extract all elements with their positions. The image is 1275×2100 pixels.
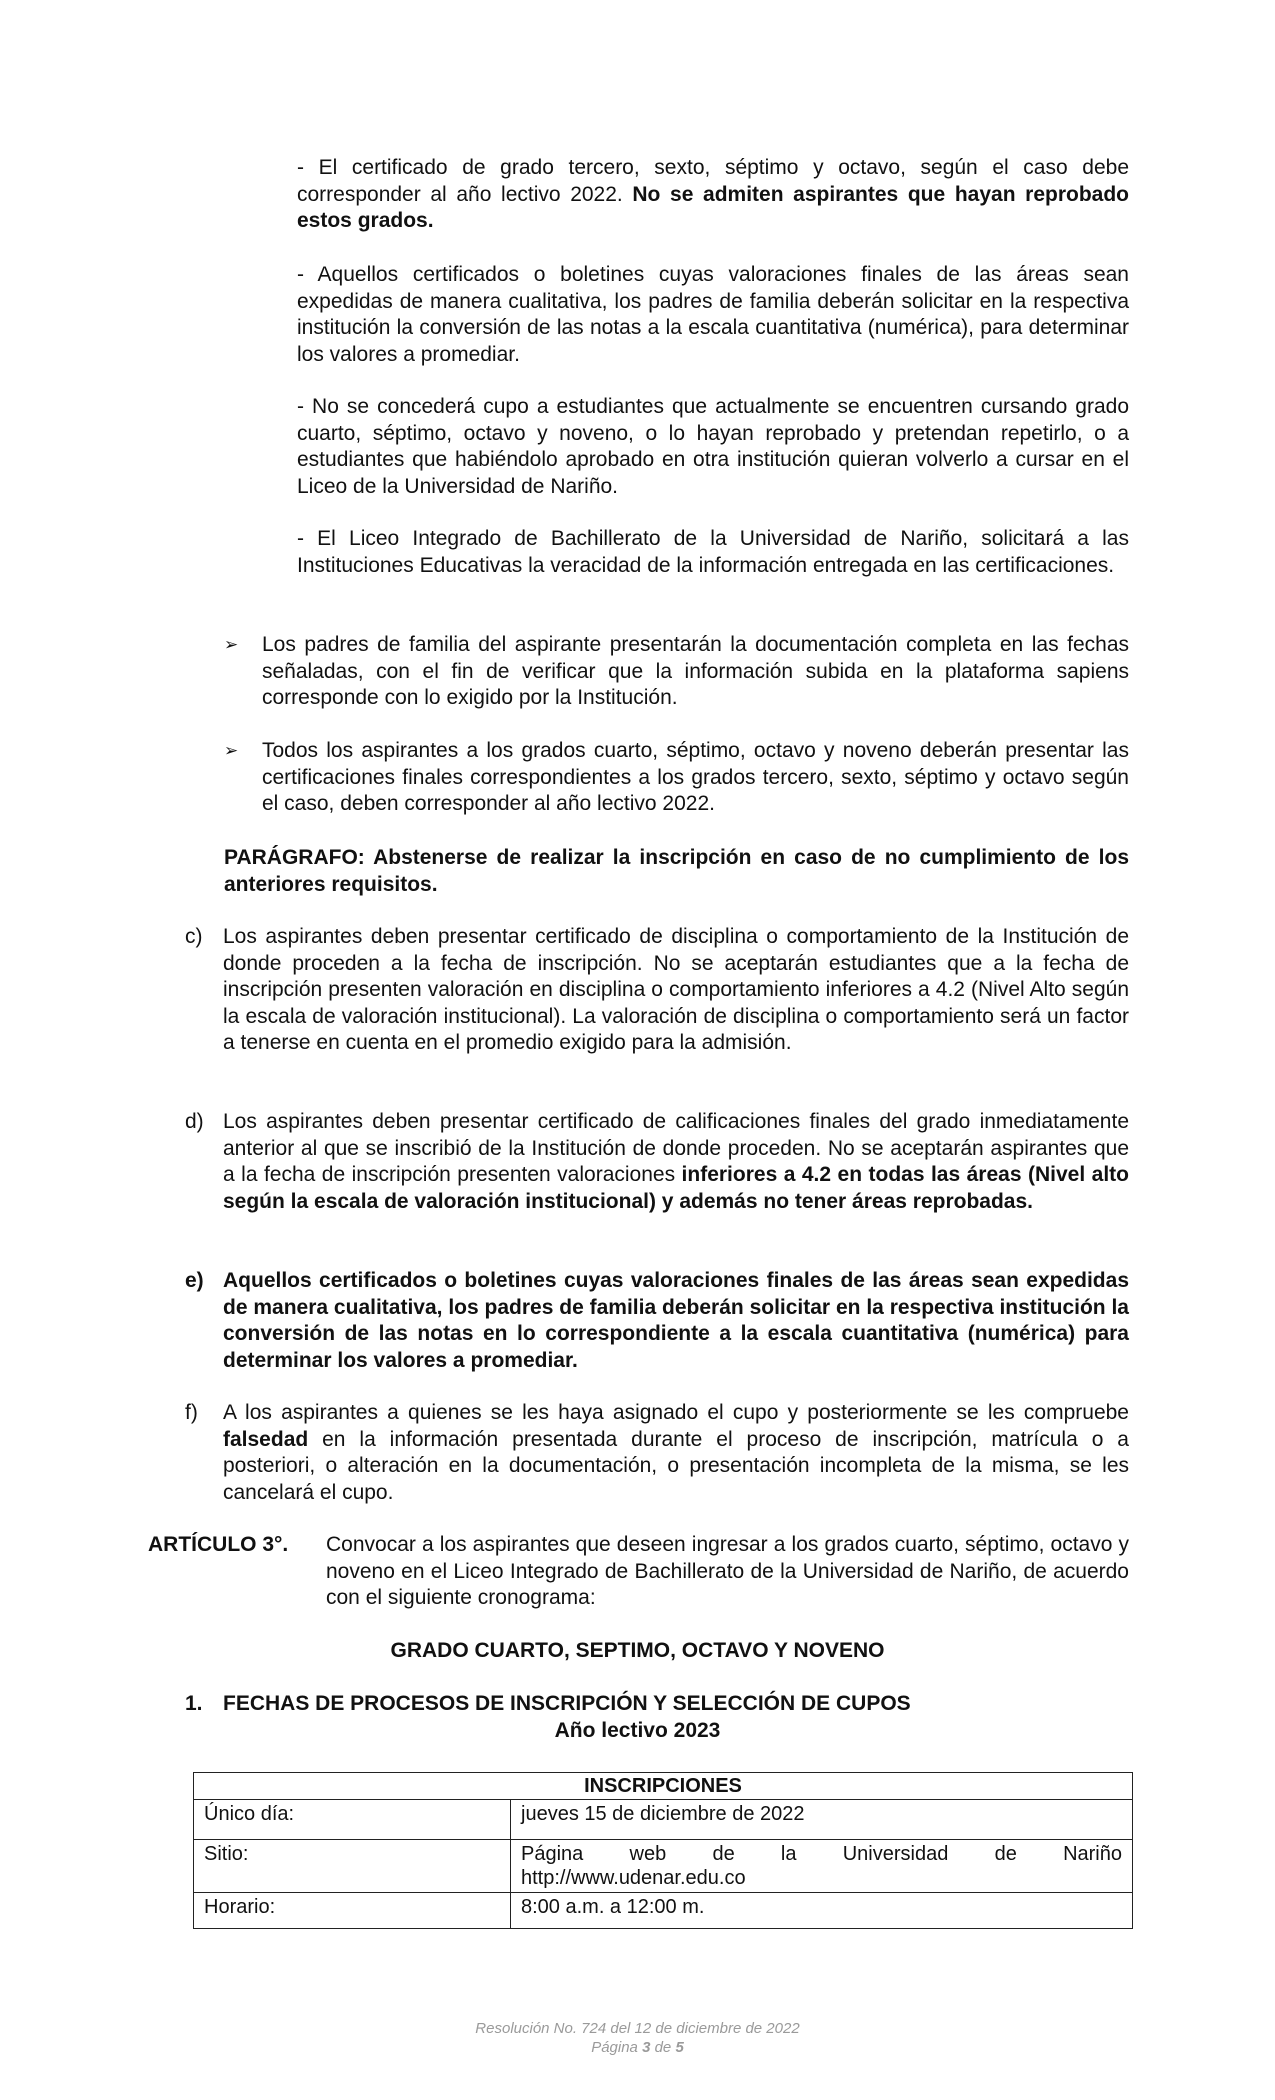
bullet-item-certifications [224, 738, 1129, 818]
footer-resolution: Resolución No. 724 del 12 de diciembre de 2022 [475, 2020, 800, 2037]
table-cell-value [511, 1840, 1133, 1893]
section-number: 1. [185, 1692, 203, 1715]
sub-item-text: - No se concederá cupo a estudiantes que actualmente se encuentren cursando grado cuarto, séptimo, octavo y noveno, o lo hayan reprobado y pretendan repetirlo, o a estudiantes que habiéndolo aprobado en otra institución quieran volverlo a cursar en el Liceo de la Universidad de Nariño. [297, 395, 1129, 498]
table-cell-value: jueves 15 de diciembre de 2022 [511, 1800, 1133, 1840]
table-cell-label: Único día: [194, 1800, 511, 1840]
articulo-3 [148, 1532, 1129, 1612]
item-text [223, 1400, 1129, 1506]
bullet-text: Los padres de familia del aspirante presentarán la documentación completa en las fechas señaladas, con el fin de verificar que la información subida en la plataforma sapiens corresponde con lo exigido por la Institución. [262, 633, 1129, 709]
articulo-label: ARTÍCULO 3°. [148, 1533, 289, 1556]
item-label: f) [185, 1401, 198, 1424]
item-label: d) [185, 1110, 204, 1133]
item-e-qualitative [185, 1268, 1129, 1378]
table-header-row [194, 1773, 1133, 1800]
bullet-text: Todos los aspirantes a los grados cuarto, séptimo, octavo y noveno deberán presentar las certificaciones finales correspondientes a los grados tercero, sexto, séptimo y octavo según el caso, deben corresponder al año lectivo 2022. [262, 739, 1129, 815]
table-row [194, 1893, 1133, 1929]
table-cell-label: Horario: [194, 1893, 511, 1929]
sub-item-verification [297, 526, 1129, 579]
item-text: Los aspirantes deben presentar certificado de disciplina o comportamiento de la Institución de donde proceden a la fecha de inscripción. No se aceptarán estudiantes que a la fecha de inscripción presenten valoración en disciplina o comportamiento inferiores a 4.2 (Nivel Alto según la escala de valoración institucional). La valoración de disciplina o comportamiento será un factor a tenerse en cuenta en el promedio exigido para la admisión. [223, 925, 1129, 1054]
table-row [194, 1840, 1133, 1893]
site-url: http://www.udenar.edu.co [521, 1867, 746, 1889]
footer-page-current: 3 [642, 2039, 651, 2056]
articulo-text: Convocar a los aspirantes que deseen ingresar a los grados cuarto, séptimo, octavo y noveno en el Liceo Integrado de Bachillerato de la Universidad de Nariño, de acuerdo con el siguiente cronograma: [326, 1533, 1129, 1609]
section-title: FECHAS DE PROCESOS DE INSCRIPCIÓN Y SELECCIÓN DE CUPOS [223, 1692, 911, 1715]
paragrafo-note: PARÁGRAFO: Abstenerse de realizar la inscripción en caso de no cumplimiento de los anteriores requisitos. [224, 846, 1129, 896]
sub-item-text: - Aquellos certificados o boletines cuyas valoraciones finales de las áreas sean expedidas de manera cualitativa, los padres de familia deberán solicitar en la respectiva institución la conversión de las notas a la escala cuantitativa (numérica), para determinar los valores a promediar. [297, 263, 1129, 366]
table-cell-label: Sitio: [194, 1840, 511, 1893]
section-subtitle: Año lectivo 2023 [554, 1719, 721, 1742]
item-bold-text: falsedad [223, 1427, 309, 1451]
item-text: Aquellos certificados o boletines cuyas valoraciones finales de las áreas sean expedidas de manera cualitativa, los padres de familia deberán solicitar en la respectiva institución la conversión de las notas en lo correspondiente a la escala cuantitativa (numérica) para determinar los valores a promediar. [223, 1269, 1129, 1372]
footer-of-word: de [654, 2039, 672, 2056]
bullet-item-documentation [224, 632, 1129, 712]
item-c-discipline [185, 924, 1129, 1084]
item-label: e) [185, 1269, 204, 1292]
item-text-part: A los aspirantes a quienes se les haya asignado el cupo y posteriormente se les compruebe [223, 1401, 1129, 1424]
sub-item-bold-text: No se admiten aspirantes que hayan reprobado estos grados. [297, 182, 1129, 232]
item-d-grades [185, 1109, 1129, 1219]
grades-heading: GRADO CUARTO, SEPTIMO, OCTAVO Y NOVENO [390, 1639, 885, 1662]
table-header: INSCRIPCIONES [194, 1773, 1133, 1800]
table-row [194, 1800, 1133, 1840]
table-cell-value: 8:00 a.m. a 12:00 m. [511, 1893, 1133, 1929]
sub-item-text: - El Liceo Integrado de Bachillerato de la Universidad de Nariño, solicitará a las Instituciones Educativas la veracidad de la información entregada en las certificaciones. [297, 527, 1129, 577]
arrow-bullet-icon: ➢ [224, 635, 239, 654]
sub-item-certificate-year [297, 155, 1129, 235]
inscripciones-table [193, 1772, 1133, 1929]
sub-item-qualitative [297, 262, 1129, 368]
item-f-falsehood [185, 1400, 1129, 1510]
sub-item-no-quota [297, 394, 1129, 500]
footer-page-number [0, 2038, 1275, 2057]
item-text-part: en la información presentada durante el proceso de inscripción, matrícula o a posteriori, o alteración en la documentación, o presentación incompleta de la misma, se les cancelará el cupo. [223, 1427, 1129, 1504]
footer-page-word: Página [591, 2039, 638, 2056]
arrow-bullet-icon: ➢ [224, 741, 239, 760]
item-text-part: Los aspirantes deben presentar certificado de calificaciones finales del grado inmediatamente anterior al que se inscribió de la Institución de donde proceden. No se aceptarán aspirantes que a la fecha de inscripción presenten valoraciones [223, 1110, 1129, 1186]
item-text [223, 1109, 1129, 1215]
item-bold-text: inferiores a 4.2 en todas las áreas (Nivel alto según la escala de valoración institucional) y además no tener áreas reprobadas. [223, 1163, 1129, 1213]
site-text: Página web de la Universidad de Nariño [521, 1843, 1122, 1865]
sub-item-text: - El certificado de grado tercero, sexto, séptimo y octavo, según el caso debe corresponder al año lectivo 2022. [297, 156, 1129, 206]
footer-page-total: 5 [675, 2039, 684, 2056]
item-label: c) [185, 925, 203, 948]
